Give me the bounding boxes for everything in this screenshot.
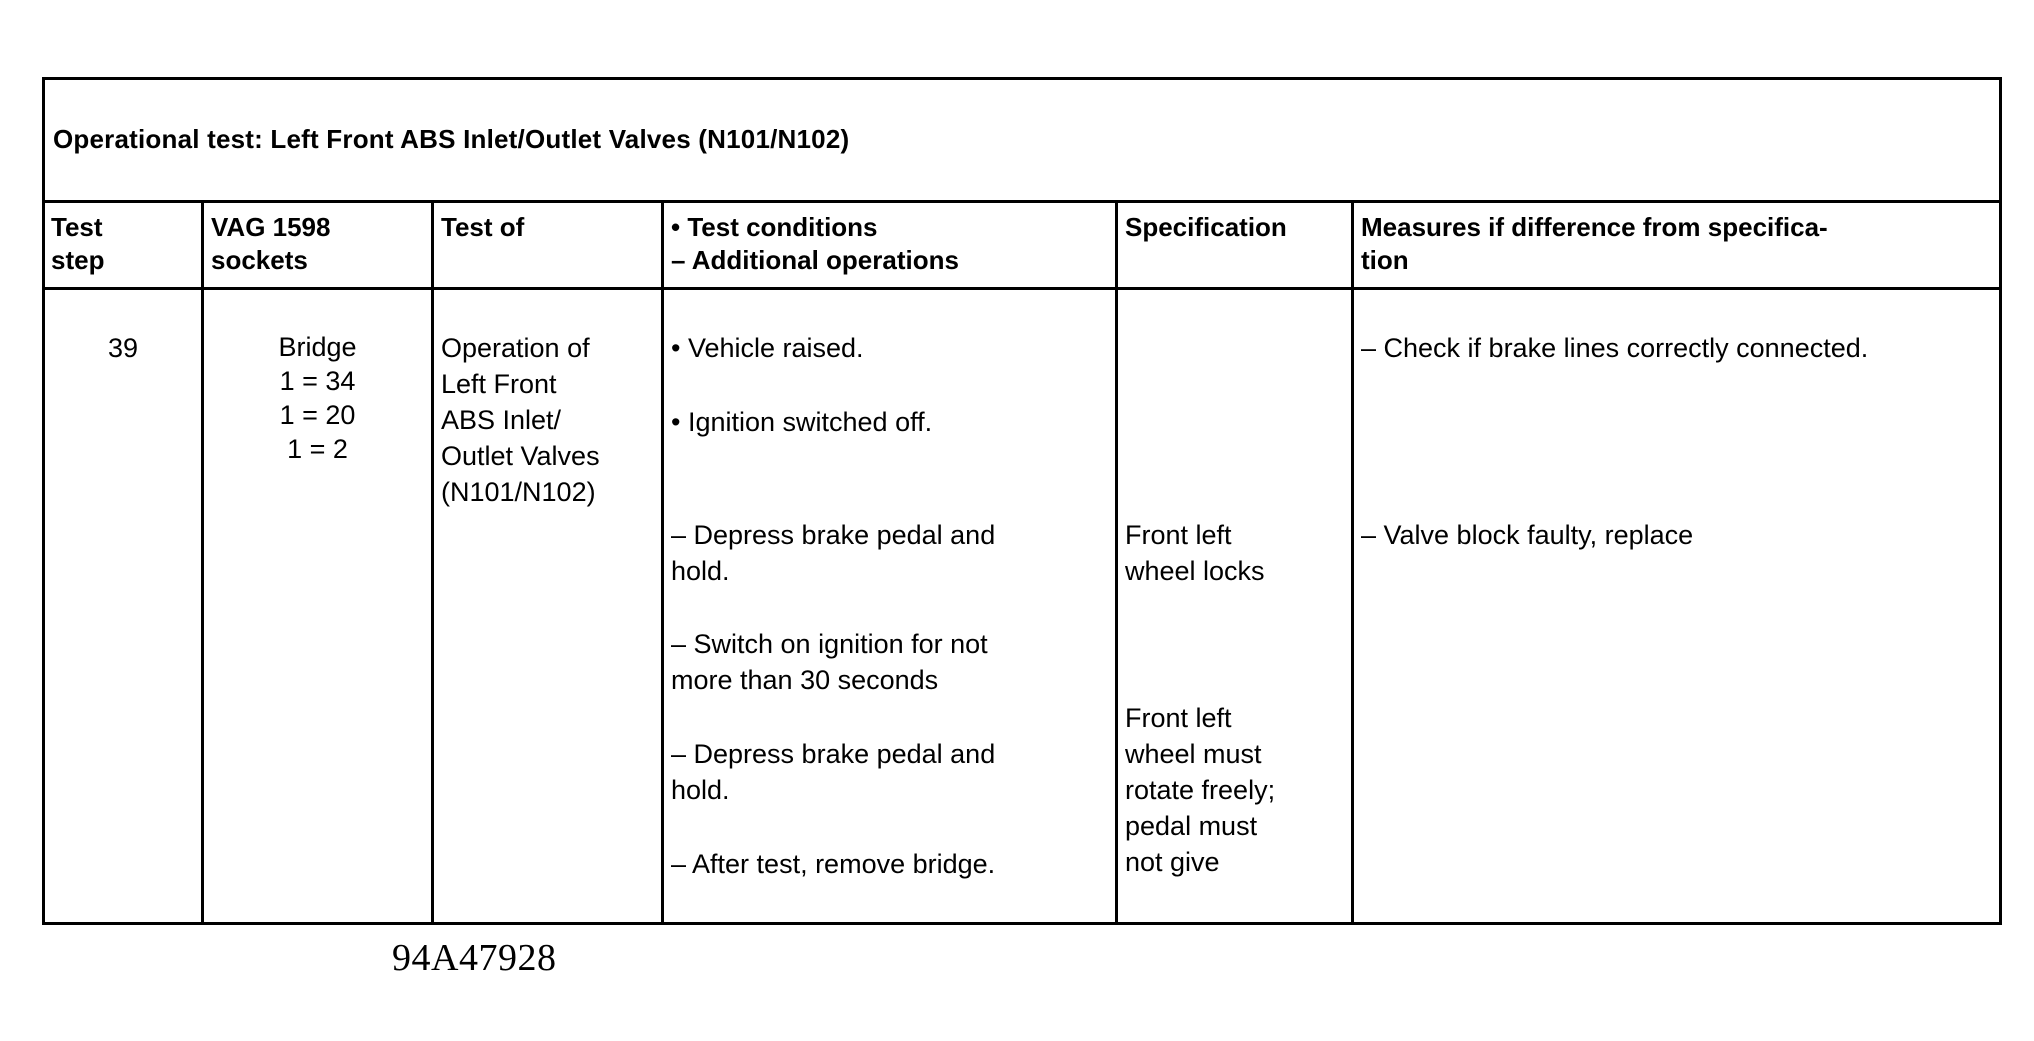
column-divider — [431, 203, 434, 922]
header-test-step: Test step — [51, 212, 105, 275]
condition-item: – Switch on ignition for not more than 30 seconds — [671, 629, 988, 695]
header-test-of: Test of — [441, 212, 525, 242]
test-table — [42, 77, 2002, 925]
header-specification: Specification — [1125, 212, 1287, 242]
figure-id: 94A47928 — [392, 937, 557, 979]
table-title: Operational test: Left Front ABS Inlet/Outlet Valves (N101/N102) — [53, 124, 850, 154]
condition-item: • Vehicle raised. — [671, 333, 864, 363]
specification-item: Front left wheel locks — [1125, 520, 1265, 586]
measure-item: – Valve block faulty, replace — [1361, 520, 1694, 550]
cell-sockets: Bridge 1 = 34 1 = 20 1 = 2 — [278, 332, 357, 464]
table-header-row — [45, 203, 1999, 290]
column-divider — [201, 203, 204, 922]
measure-item: – Check if brake lines correctly connected. — [1361, 333, 1869, 363]
cell-test-of: Operation of Left Front ABS Inlet/ Outlet Valves (N101/N102) — [441, 333, 600, 507]
column-divider — [1351, 203, 1354, 922]
column-divider — [661, 203, 664, 922]
condition-item: – Depress brake pedal and hold. — [671, 520, 996, 586]
condition-item: – Depress brake pedal and hold. — [671, 739, 996, 805]
column-divider — [1115, 203, 1118, 922]
specification-item: Front left wheel must rotate freely; pedal must not give — [1125, 703, 1276, 877]
condition-item: • Ignition switched off. — [671, 407, 933, 437]
header-measures: Measures if difference from specifica- tion — [1361, 212, 1828, 275]
header-test-conditions: • Test conditions – Additional operations — [671, 212, 959, 275]
header-sockets: VAG 1598 sockets — [211, 212, 331, 275]
cell-test-step: 39 — [107, 333, 139, 363]
condition-item: – After test, remove bridge. — [671, 849, 996, 879]
table-title-row — [45, 80, 1999, 203]
